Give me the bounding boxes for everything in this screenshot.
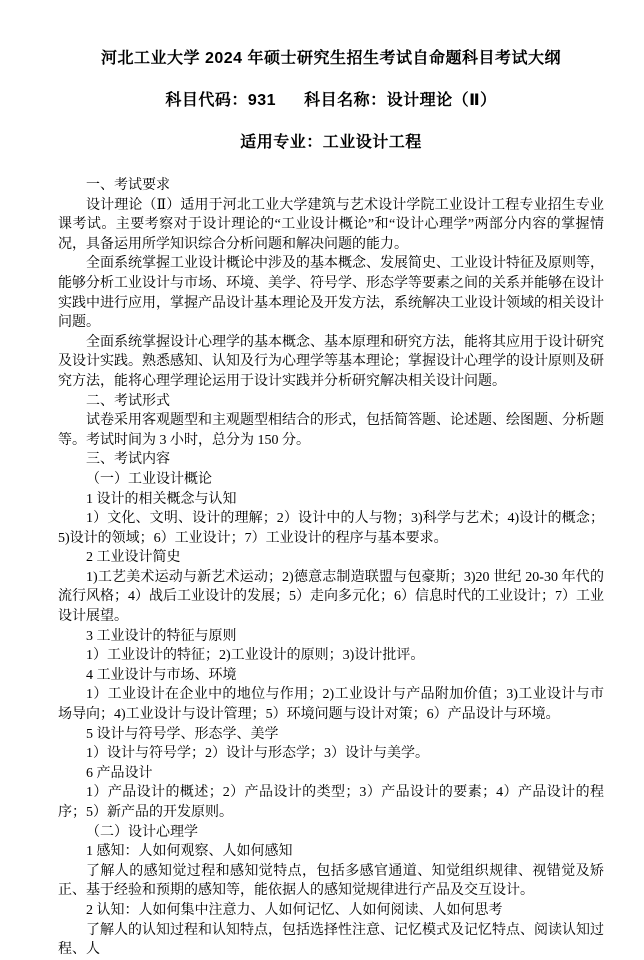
paragraph: 4 工业设计与市场、环境 [86,667,237,683]
paragraph: 1）工业设计在企业中的地位与作用；2)工业设计与产品附加价值；3)工业设计与市场导向；4)工业设计与设计管理；5）环境问题与设计对策；6）产品设计与环境。 [58,687,604,723]
paragraph: 2 工业设计简史 [86,550,181,566]
subject-line [58,90,604,112]
applicable-major-line: 适用专业：工业设计工程 [240,134,422,151]
paragraph: 1）产品设计的概述；2）产品设计的类型；3）产品设计的要素；4）产品设计的程序；5）新产品的开发原则。 [58,785,604,820]
paragraph: 试卷采用客观题型和主观题型相结合的形式，包括简答题、论述题、绘图题、分析题等。考试时间为 3 小时，总分为 150 分。 [58,413,604,448]
paragraph: 了解人的感知觉过程和感知觉特点，包括多感官通道、知觉组织规律、视错觉及矫正、基于经验和预期的感知等，能依据人的感知觉规律进行产品及交互设计。 [58,863,604,899]
document-body [58,176,604,960]
paragraph: 1 感知：人如何观察、人如何感知 [86,844,293,860]
subject-code: 科目代码：931 [165,92,277,109]
paragraph: 2 认知：人如何集中注意力、人如何记忆、人如何阅读、人如何思考 [86,902,503,918]
paragraph: 设计理论（Ⅱ）适用于河北工业大学建筑与艺术设计学院工业设计工程专业招生专业课考试。主要考察对于设计理论的“工业设计概论”和“设计心理学”两部分内容的掌握情况，具备运用所学知识综合分析问题和解决问题的能力。 [58,197,604,252]
paragraph: （二）设计心理学 [86,824,198,840]
paragraph: 二、考试形式 [86,393,170,409]
subject-name: 科目名称：设计理论（Ⅱ） [304,92,497,109]
paragraph: 1）设计与符号学；2）设计与形态学；3）设计与美学。 [86,746,429,762]
paragraph: 5 设计与符号学、形态学、美学 [86,726,279,742]
paragraph: 1）文化、文明、设计的理解；2）设计中的人与物；3)科学与艺术；4)设计的概念；5)设计的领域；6）工业设计；7）工业设计的程序与基本要求。 [58,511,604,546]
paragraph: 一、考试要求 [86,178,170,193]
paragraph: 6 产品设计 [86,765,153,781]
paragraph: 1）工业设计的特征；2)工业设计的原则；3)设计批评。 [86,648,425,664]
paragraph: 3 工业设计的特征与原则 [86,628,237,644]
paragraph: 了解人的认知过程和认知特点，包括选择性注意、记忆模式及记忆特点、阅读认知过程、人 [58,922,604,958]
paragraph: 全面系统掌握设计心理学的基本概念、基本原理和研究方法，能将其应用于设计研究及设计实践。熟悉感知、认知及行为心理学等基本理论；掌握设计心理学的设计原则及研究方法，能将心理学理论运用于设计实践并分析研究解决相关设计问题。 [58,334,604,389]
paragraph: 三、考试内容 [86,452,170,468]
paragraph: 全面系统掌握工业设计概论中涉及的基本概念、发展简史、工业设计特征及原则等，能够分析工业设计与市场、环境、美学、符号学、形态学等要素之间的关系并能够在设计实践中进行应用，掌握产品设计基本理论及开发方法，系统解决工业设计领域的相关设计问题。 [58,256,604,331]
paragraph: 1 设计的相关概念与认知 [86,491,237,507]
document-title: 河北工业大学 2024 年硕士研究生招生考试自命题科目考试大纲 [101,50,561,67]
paragraph: 1)工艺美术运动与新艺术运动；2)德意志制造联盟与包豪斯；3)20 世纪 20-30 年代的流行风格；4）战后工业设计的发展；5）走向多元化；6）信息时代的工业设计；7）工业设计展望。 [58,569,604,625]
paragraph: （一）工业设计概论 [86,471,212,487]
